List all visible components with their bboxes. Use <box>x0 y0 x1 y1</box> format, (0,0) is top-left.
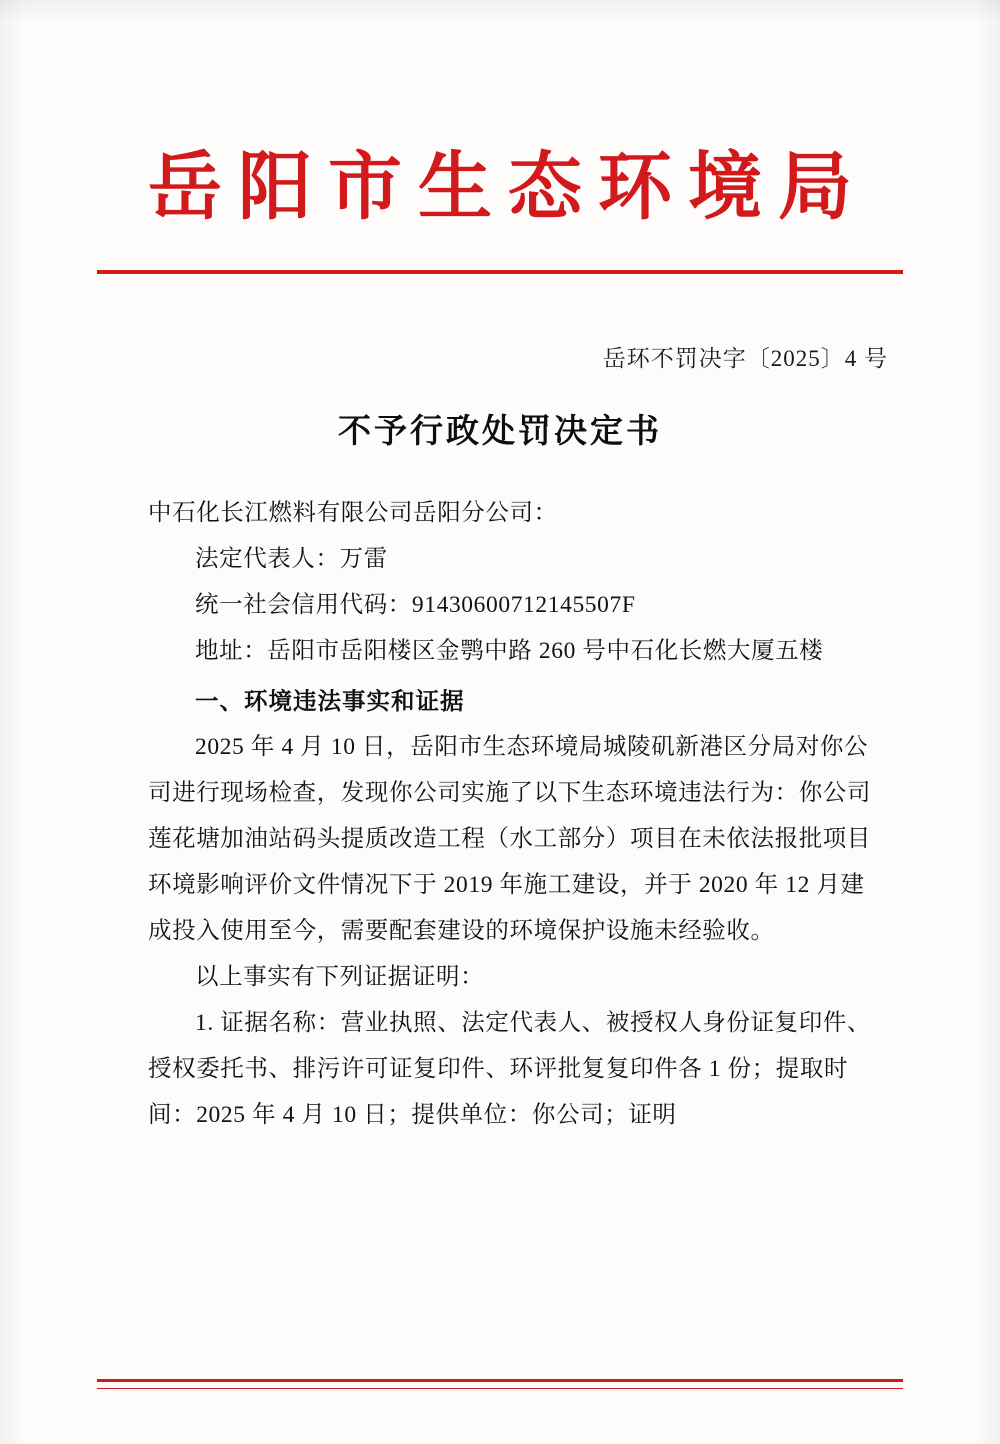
issuing-authority-title: 岳阳市生态环境局 <box>148 144 868 230</box>
legal-representative-line: 法定代表人：万雷 <box>195 546 388 572</box>
scan-edge-shadow-top <box>0 0 1000 22</box>
masthead <box>0 144 1000 230</box>
document-body <box>148 490 888 1138</box>
header-red-rule <box>97 270 903 274</box>
paragraph-evidence-lead: 以上事实有下列证据证明： <box>195 964 485 990</box>
credit-code-line: 统一社会信用代码：91430600712145507F <box>195 592 636 618</box>
section-one-heading: 一、环境违法事实和证据 <box>195 687 465 715</box>
recipient-line: 中石化长江燃料有限公司岳阳分公司： <box>148 500 558 526</box>
footer-red-rule <box>97 1379 903 1382</box>
paragraph-evidence-item-1: 1. 证据名称：营业执照、法定代表人、被授权人身份证复印件、授权委托书、排污许可证复印件、环评批复复印件各 1 份；提取时间：2025 年 4 月 10 日；提供单位：你公司；证明 <box>148 1010 871 1128</box>
paragraph-violation-facts: 2025 年 4 月 10 日，岳阳市生态环境局城陵矶新港区分局对你公司进行现场检查，发现你公司实施了以下生态环境违法行为：你公司莲花塘加油站码头提质改造工程（水工部分）项目在未依法报批项目环境影响评价文件情况下于 2019 年施工建设，并于 2020 年 12 月建成投入使用至今，需要配套建设的环境保护设施未经验收。 <box>148 734 871 944</box>
address-line: 地址：岳阳市岳阳楼区金鹗中路 260 号中石化长燃大厦五楼 <box>195 638 824 664</box>
footer-thin-rule <box>97 1388 903 1389</box>
document-number: 岳环不罚决字〔2025〕4 号 <box>602 346 888 371</box>
document-title: 不予行政处罚决定书 <box>338 411 662 450</box>
